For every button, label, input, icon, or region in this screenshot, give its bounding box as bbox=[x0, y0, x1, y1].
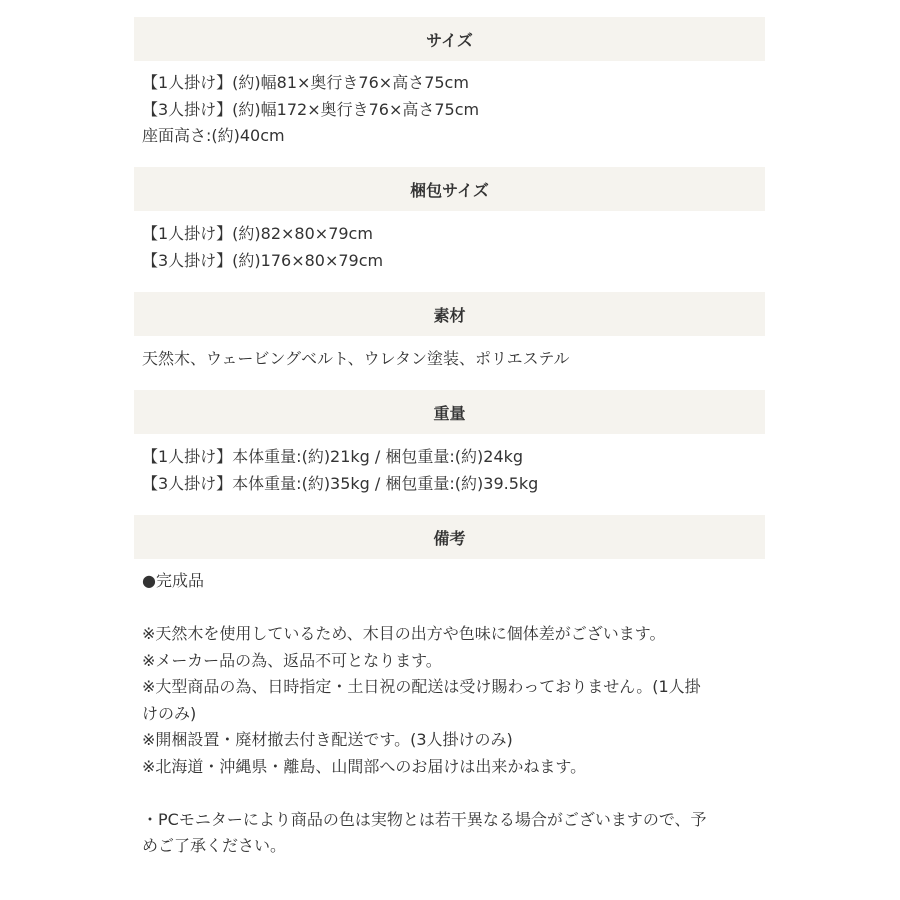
notes-line-monitor-color-cont: めご了承ください。 bbox=[142, 836, 287, 855]
section-body-notes bbox=[142, 568, 772, 860]
notes-spacer-2 bbox=[142, 780, 772, 807]
package-size-line-2: 【3人掛け】(約)176×80×79cm bbox=[142, 250, 384, 270]
notes-line-natural-wood: ※天然木を使用しているため、木目の出方や色味に個体差がございます。 bbox=[142, 624, 666, 643]
section-header-material: 素材 bbox=[134, 292, 765, 336]
material-line-1: 天然木、ウェービングベルト、ウレタン塗装、ポリエステル bbox=[142, 349, 570, 368]
notes-line-no-return: ※メーカー品の為、返品不可となります。 bbox=[142, 650, 442, 670]
weight-line-1: 【1人掛け】本体重量:(約)21kg / 梱包重量:(約)24kg bbox=[142, 447, 524, 466]
notes-line-delivery-date-cont: けのみ) bbox=[142, 703, 197, 723]
size-line-1: 【1人掛け】(約)幅81×奥行き76×高さ75cm bbox=[142, 73, 469, 92]
section-header-package-size: 梱包サイズ bbox=[134, 167, 765, 211]
section-header-size: サイズ bbox=[134, 17, 765, 61]
size-line-3: 座面高さ:(約)40cm bbox=[142, 126, 285, 145]
section-header-weight: 重量 bbox=[134, 390, 765, 434]
notes-line-monitor-color: ・PCモニターにより商品の色は実物とは若干異なる場合がございますので、予 bbox=[142, 809, 707, 829]
section-header-notes: 備考 bbox=[134, 515, 765, 559]
size-line-2: 【3人掛け】(約)幅172×奥行き76×高さ75cm bbox=[142, 99, 480, 119]
notes-line-setup: ※開梱設置・廃材撤去付き配送です。(3人掛けのみ) bbox=[142, 730, 513, 749]
notes-spacer bbox=[142, 595, 772, 622]
section-body-weight bbox=[142, 444, 772, 497]
notes-line-complete: ●完成品 bbox=[142, 571, 204, 590]
notes-line-delivery-date: ※大型商品の為、日時指定・土日祝の配送は受け賜わっておりません。(1人掛 bbox=[142, 677, 701, 696]
weight-line-2: 【3人掛け】本体重量:(約)35kg / 梱包重量:(約)39.5kg bbox=[142, 473, 539, 493]
section-body-package-size bbox=[142, 221, 772, 274]
section-body-material bbox=[142, 346, 772, 373]
notes-line-regions: ※北海道・沖縄県・離島、山間部へのお届けは出来かねます。 bbox=[142, 756, 587, 776]
package-size-line-1: 【1人掛け】(約)82×80×79cm bbox=[142, 224, 373, 243]
section-body-size bbox=[142, 70, 772, 150]
